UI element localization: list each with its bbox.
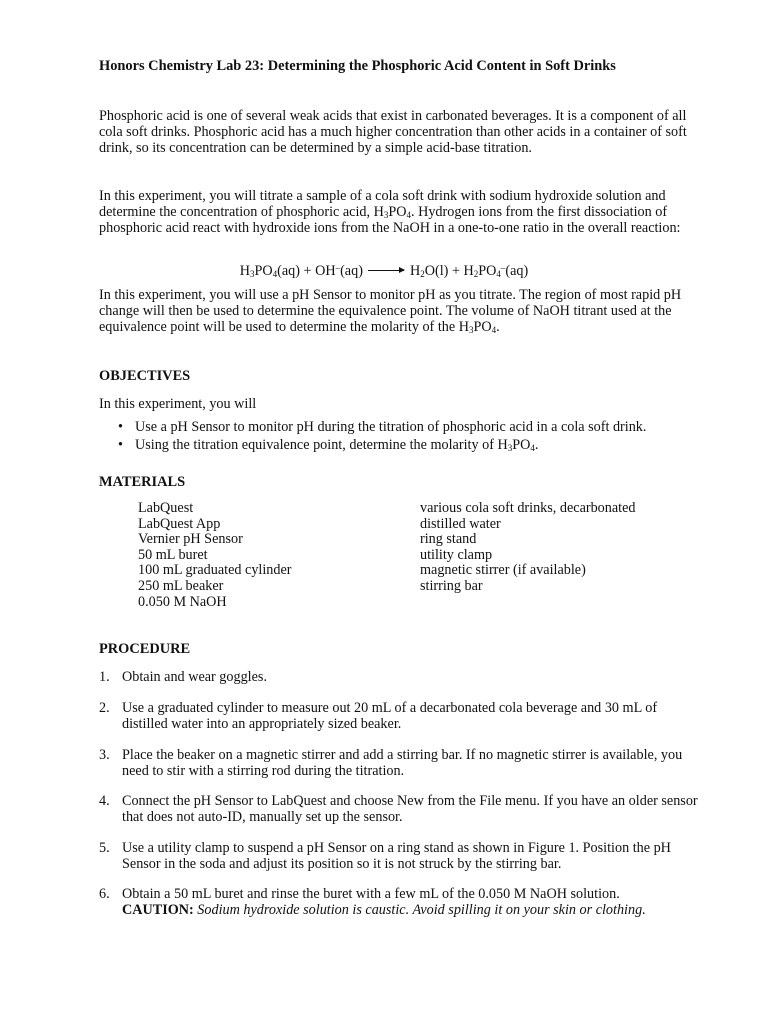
list-item: utility clamp [420,546,493,563]
list-item: LabQuest [138,500,194,516]
objectives-lead: In this experiment, you will [99,396,257,412]
list-item: magnetic stirrer (if available) [420,562,586,579]
procedure-step [99,793,699,825]
intro-paragraph-3: In this experiment, you will use a pH Sensor to monitor pH as you titrate. The region of most rapid pH change will then be used to determine the equivalence point. The volume of NaOH titrant used at the equivalence point will be used to determine the molarity of the $H_3PO_4$. [99,287,682,335]
list-item: 50 mL buret [138,546,208,563]
step-text: Obtain and wear goggles. [122,669,267,685]
step-number: 6. [99,886,110,902]
procedure-step [99,840,699,872]
procedure-step [99,669,699,685]
list-item: 250 mL beaker [138,577,224,594]
objectives-heading: OBJECTIVES [99,368,191,384]
step-number: 5. [99,840,110,856]
intro-paragraph-1: Phosphoric acid is one of several weak acids that exist in carbonated beverages. It is a component of all cola soft drinks. Phosphoric acid has a much higher concentration than other acids in a container of soft drink, so its concentration can be determined by a simple acid-base titration. [99,108,687,156]
procedure-step [99,886,699,918]
list-item: • Using the titration equivalence point, determine the molarity of $H_3PO_4$. [118,436,646,454]
procedure-heading: PROCEDURE [99,641,191,657]
procedure-step [99,700,699,732]
procedure-step [99,747,699,779]
materials-column-2 [420,501,636,595]
list-item: stirring bar [420,577,483,594]
step-text: Connect the pH Sensor to LabQuest and choose New from the File menu. If you have an older sensor that does not auto-ID, manually set up the sensor. [122,793,698,825]
caution-text: Sodium hydroxide solution is caustic. Avoid spilling it on your skin or clothing. [197,902,646,918]
step-number: 2. [99,700,110,716]
list-item: various cola soft drinks, decarbonated [420,500,636,516]
list-item: • Use a pH Sensor to monitor pH during the titration of phosphoric acid in a cola soft drink. [118,418,646,436]
step-number: 3. [99,747,110,763]
list-item: distilled water [420,515,501,532]
step-text: Place the beaker on a magnetic stirrer and add a stirring bar. If no magnetic stirrer is available, you need to stir with a stirring rod during the titration. [122,747,683,779]
step-text: Use a utility clamp to suspend a pH Sensor on a ring stand as shown in Figure 1. Position the pH Sensor in the soda and adjust its position so it is not struck by the stirring bar. [122,840,671,872]
list-item: Vernier pH Sensor [138,531,243,548]
list-item: 100 mL graduated cylinder [138,562,292,579]
materials-heading: MATERIALS [99,474,186,490]
list-item: ring stand [420,531,477,548]
list-item: LabQuest App [138,515,221,532]
materials-column-1 [138,501,292,610]
step-text: Obtain a 50 mL buret and rinse the buret with a few mL of the 0.050 M NaOH solution. CAUTION: Sodium hydroxide solution is caustic. Avoid spilling it on your skin or clothing. [122,886,646,918]
reaction-arrow-icon [368,270,404,271]
intro-paragraph-2: In this experiment, you will titrate a sample of a cola soft drink with sodium hydroxide solution and determine the concentration of phosphoric acid, $H_3PO_4$. Hydrogen ions from the first dissociation of phosphoric acid react with hydroxide ions from the NaOH in a one-to-one ratio in the overall reaction: [99,188,681,236]
reaction-equation: $H_3PO_4(aq) + OH^-(aq) H_2O(l) + H_2PO_4^-(aq)$ [239,263,529,279]
list-item: 0.050 M NaOH [138,593,227,610]
caution-label: CAUTION: [122,902,194,918]
step-number: 1. [99,669,110,685]
step-number: 4. [99,793,110,809]
objectives-list [118,418,646,454]
page-title: Honors Chemistry Lab 23: Determining the Phosphoric Acid Content in Soft Drinks [99,58,616,74]
step-text: Use a graduated cylinder to measure out 20 mL of a decarbonated cola beverage and 30 mL of distilled water into an appropriately sized beaker. [122,700,658,732]
